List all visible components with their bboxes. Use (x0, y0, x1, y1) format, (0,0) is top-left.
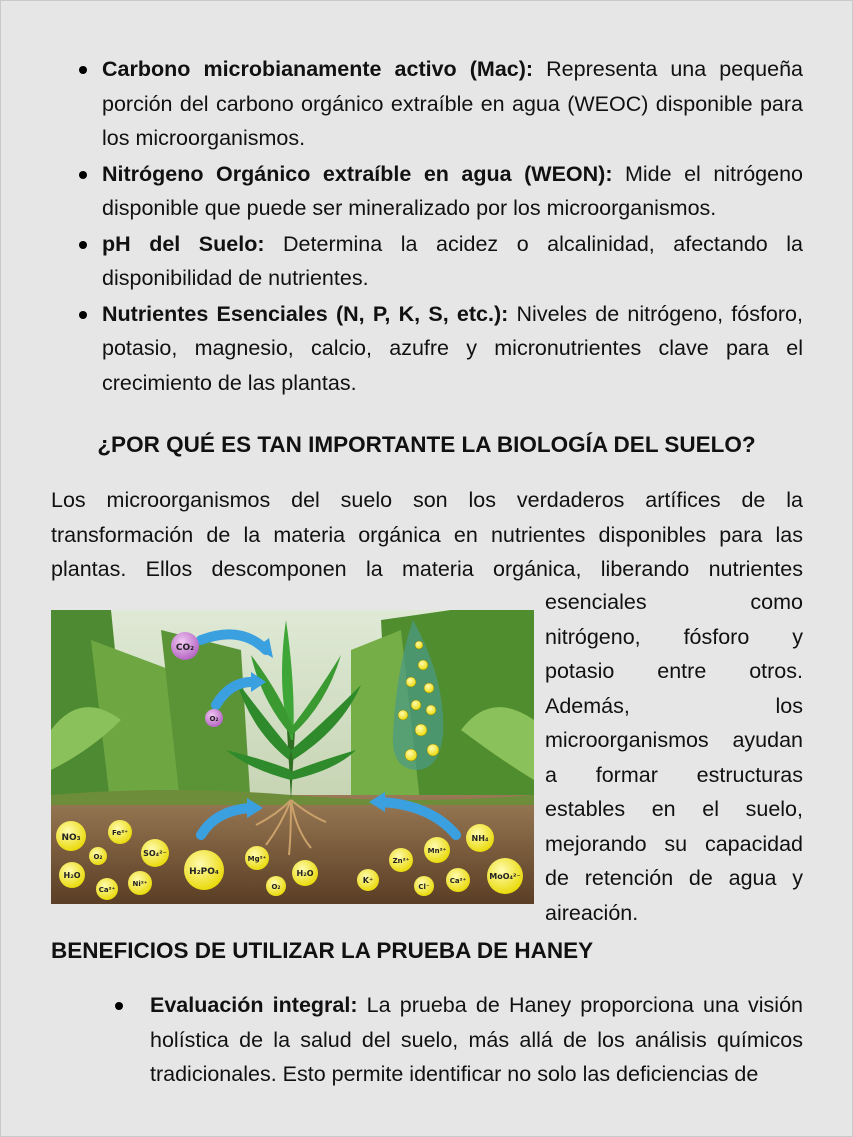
item-term: Nutrientes Esenciales (N, P, K, S, etc.): (102, 301, 509, 326)
item-term: Evaluación integral: (150, 993, 358, 1017)
item-text: Representa una pequeña porción del carbono orgánico extraíble en agua (WEOC) disponible para los microorganismos. (102, 57, 803, 150)
svg-text:H₂O: H₂O (296, 869, 314, 878)
svg-text:Ca²⁺: Ca²⁺ (449, 877, 467, 885)
list-item (110, 988, 803, 1092)
soil-nutrient-illustration (51, 610, 534, 904)
item-term: pH del Suelo: (102, 231, 265, 256)
wrapped-paragraph-column (545, 585, 803, 930)
benefits-list (110, 988, 803, 1092)
svg-text:Mn²⁺: Mn²⁺ (427, 847, 447, 855)
section-heading-biology: ¿POR QUÉ ES TAN IMPORTANTE LA BIOLOGÍA DEL SUELO? (97, 432, 756, 457)
item-text: Determina la acidez o alcalinidad, afectando la disponibilidad de nutrientes. (102, 231, 804, 290)
svg-text:MoO₄²⁻: MoO₄²⁻ (489, 872, 521, 881)
svg-text:K⁺: K⁺ (362, 876, 374, 885)
list-item (73, 157, 803, 226)
svg-text:CO₂: CO₂ (175, 643, 195, 653)
paragraph-line: de retención de agua y (545, 866, 803, 890)
paragraph-line: estables en el suelo, (545, 797, 803, 821)
svg-text:Mg²⁺: Mg²⁺ (247, 855, 267, 863)
intro-paragraph (51, 483, 803, 587)
paragraph-line: plantas. Ellos descomponen la materia orgánica, liberando nutrientes (51, 557, 803, 581)
item-text: La prueba de Haney proporciona una visión holística de la salud del suelo, más allá de los análisis químicos tradicionales. Esto permite identificar no solo las deficiencias de (150, 993, 803, 1086)
item-term: Carbono microbianamente activo (Mac): (102, 57, 534, 81)
svg-text:O₂: O₂ (271, 883, 281, 891)
paragraph-line: esenciales como (545, 590, 803, 614)
svg-text:H₂O: H₂O (63, 871, 81, 880)
svg-text:SO₄²⁻: SO₄²⁻ (143, 849, 167, 858)
paragraph-line: Los microorganismos del suelo son los verdaderos artífices de la (51, 488, 803, 512)
item-text: Mide el nitrógeno disponible que puede ser mineralizado por los microorganismos. (102, 161, 803, 220)
paragraph-line: microorganismos ayudan (545, 728, 803, 752)
svg-text:Fe²⁺: Fe²⁺ (111, 829, 129, 837)
paragraph-line: mejorando su capacidad (545, 831, 803, 856)
list-item (73, 52, 803, 156)
svg-text:Zn²⁺: Zn²⁺ (392, 857, 410, 865)
section-heading-benefits: BENEFICIOS DE UTILIZAR LA PRUEBA DE HANEY (51, 938, 594, 963)
svg-text:O₂: O₂ (209, 715, 219, 723)
svg-text:Ni²⁺: Ni²⁺ (132, 880, 148, 888)
svg-text:H₂PO₄: H₂PO₄ (189, 867, 219, 877)
list-item (73, 297, 803, 401)
paragraph-line: Además, los (545, 693, 803, 718)
soil-parameters-list (73, 52, 803, 401)
svg-text:NO₃: NO₃ (61, 833, 81, 843)
paragraph-line: transformación de la materia orgánica en nutrientes disponibles para las (51, 522, 803, 547)
svg-text:Cl⁻: Cl⁻ (418, 883, 430, 891)
paragraph-line: potasio entre otros. (545, 659, 803, 683)
svg-text:Ca²⁺: Ca²⁺ (98, 886, 116, 894)
item-term: Nitrógeno Orgánico extraíble en agua (WEON): (102, 161, 613, 186)
paragraph-line: nitrógeno, fósforo y (545, 624, 803, 649)
svg-text:O₂: O₂ (93, 853, 103, 861)
paragraph-line: aireación. (545, 900, 639, 925)
paragraph-line: a formar estructuras (545, 762, 803, 787)
item-text: Niveles de nitrógeno, fósforo, potasio, magnesio, calcio, azufre y micronutrientes clave para el crecimiento de las plantas. (102, 301, 803, 395)
svg-text:NH₄: NH₄ (471, 834, 489, 843)
list-item (73, 227, 803, 296)
